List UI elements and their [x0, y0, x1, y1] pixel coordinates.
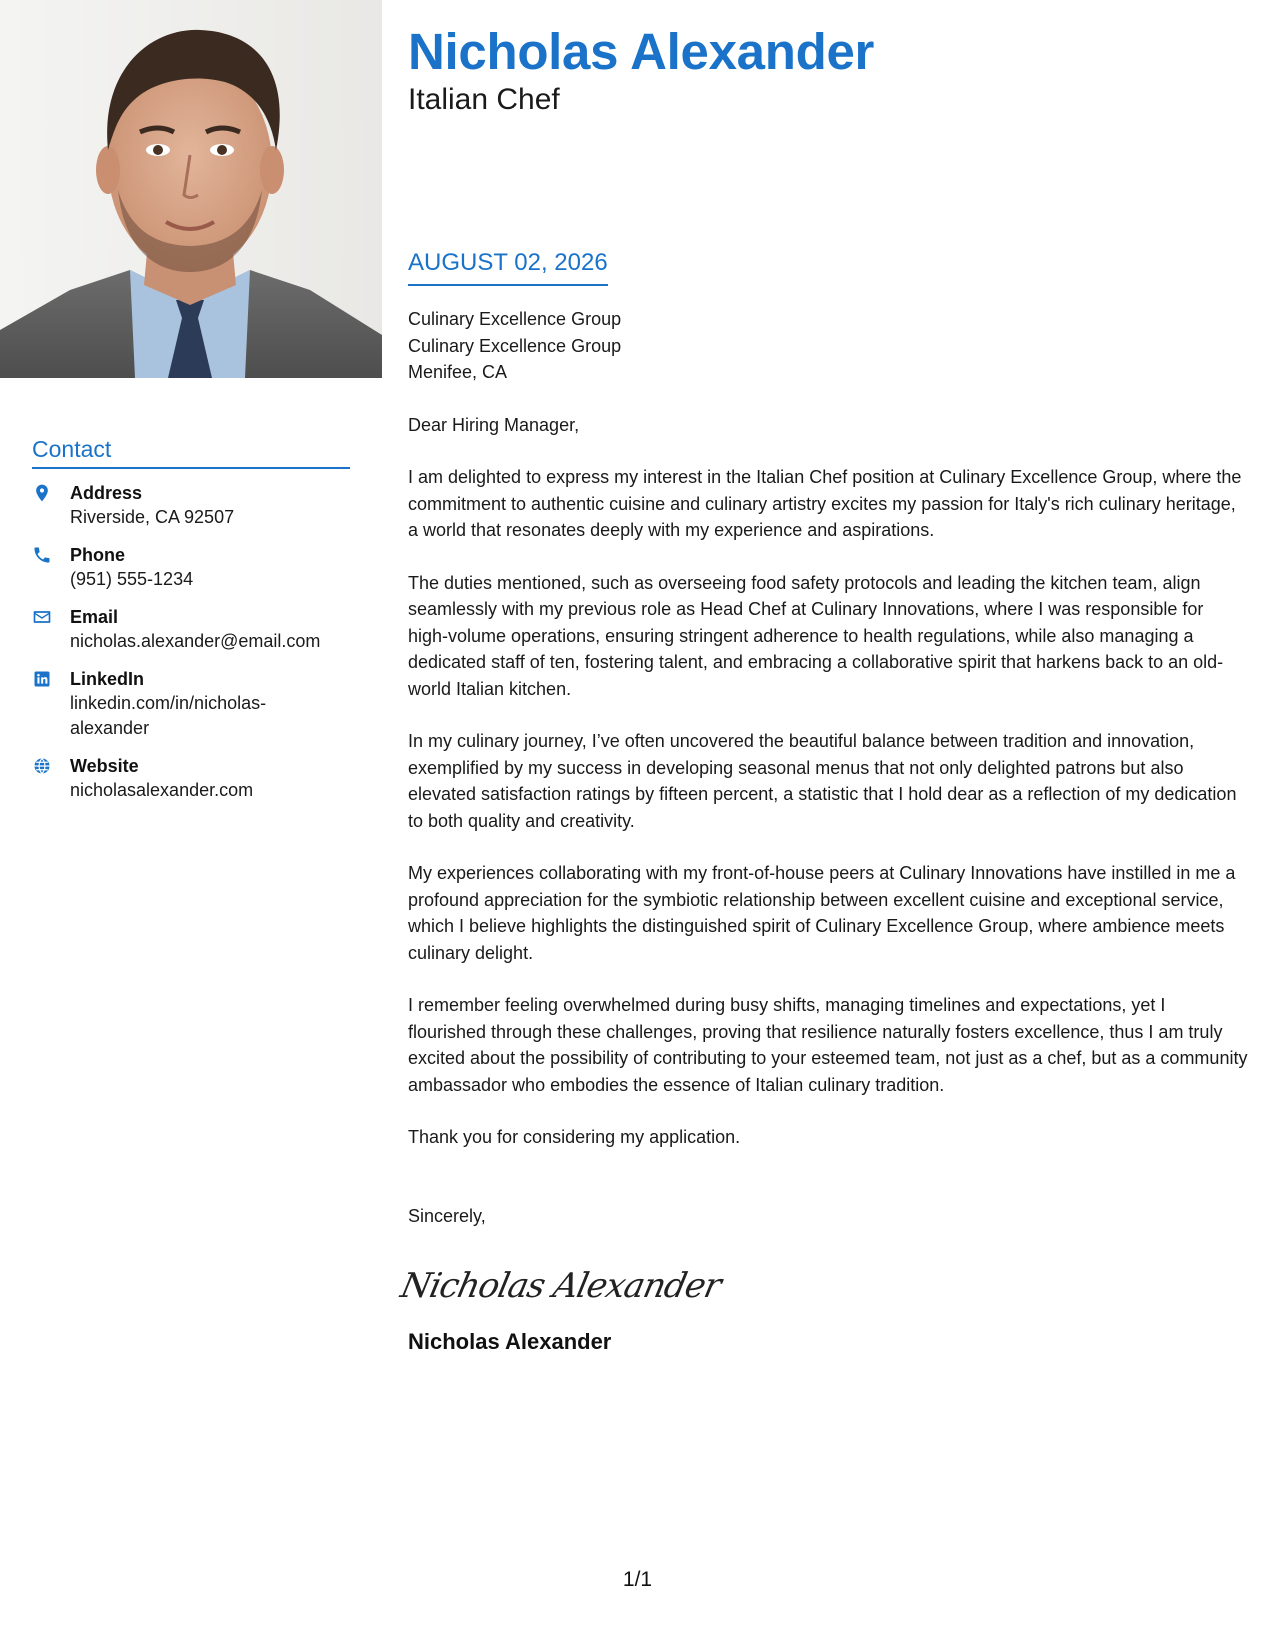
contact-label: Website	[70, 756, 139, 776]
location-pin-icon	[32, 481, 70, 503]
candidate-name: Nicholas Alexander	[408, 23, 875, 80]
contact-label: Address	[70, 483, 143, 503]
envelope-icon	[32, 605, 70, 627]
page-number: 1/1	[622, 1568, 653, 1591]
recipient-line: Menifee, CA	[408, 362, 508, 382]
linkedin-icon	[32, 667, 70, 689]
contact-label: LinkedIn	[70, 669, 145, 689]
closing: Sincerely,	[408, 1205, 486, 1226]
linkedin-value[interactable]: linkedin.com/in/nicholas-alexander	[70, 693, 267, 738]
globe-icon	[32, 754, 70, 776]
contact-label: Email	[70, 607, 119, 627]
email-value[interactable]: nicholas.alexander@email.com	[70, 631, 321, 651]
recipient-line: Culinary Excellence Group	[408, 335, 622, 356]
job-title: Italian Chef	[408, 83, 560, 116]
recipient-line: Culinary Excellence Group	[408, 309, 622, 329]
salutation: Dear Hiring Manager,	[408, 414, 580, 435]
letter-paragraph: The duties mentioned, such as overseeing food safety protocols and leading the kitchen team, align seamlessly with my previous role as Head Chef at Culinary Innovations, where I was responsible for high-volume operations, ensuring stringent adherence to health regulations, while also managing a dedicated staff of ten, fostering talent, and embracing a collaborative spirit that harkens back to an old-world Italian kitchen.	[408, 572, 1224, 699]
letter-paragraph: I remember feeling overwhelmed during busy shifts, managing timelines and expectations, yet I flourished through these challenges, proving that resilience naturally fosters excellence, thus I am truly excited about the possibility of contributing to your esteemed team, not just as a chef, but as a community ambassador who embodies the essence of Italian culinary tradition.	[408, 995, 1248, 1095]
contact-item-linkedin	[32, 667, 350, 741]
contact-item-address	[32, 481, 350, 530]
letter-paragraph: In my culinary journey, I’ve often uncovered the beautiful balance between tradition and innovation, exemplified by my success in developing seasonal menus that not only delighted patrons but also elevated satisfaction ratings by fifteen percent, a statistic that I hold dear as a reflection of my dedication to both quality and creativity.	[408, 731, 1237, 831]
signature-text: Nicholas Alexander	[397, 1266, 724, 1306]
contact-item-website	[32, 754, 350, 803]
letter-body	[397, 306, 1248, 1356]
letter-paragraph: Thank you for considering my application.	[408, 1127, 741, 1147]
header	[408, 22, 1248, 118]
handwritten-signature	[397, 1255, 1248, 1315]
website-value[interactable]: nicholasalexander.com	[70, 780, 254, 800]
contact-item-phone	[32, 543, 350, 592]
contact-item-email	[32, 605, 350, 654]
letter-date: AUGUST 02, 2026	[408, 248, 608, 286]
contact-heading: Contact	[32, 436, 350, 469]
letter-paragraph: I am delighted to express my interest in the Italian Chef position at Culinary Excellence Group, where the commitment to authentic cuisine and culinary artistry excites my passion for Italy's rich culinary heritage, a world that resonates deeply with my experience and aspirations.	[408, 467, 1242, 540]
signature-image	[397, 1255, 724, 1315]
phone-value[interactable]: (951) 555-1234	[70, 569, 194, 589]
recipient-block	[408, 306, 1248, 386]
profile-photo	[0, 0, 382, 378]
portrait-image	[0, 0, 382, 378]
contact-label: Phone	[70, 545, 126, 565]
signer-name: Nicholas Alexander	[408, 1329, 612, 1354]
letter-paragraph: My experiences collaborating with my front-of-house peers at Culinary Innovations have instilled in me a profound appreciation for the symbiotic relationship between excellent cuisine and exceptional service, which I believe highlights the distinguished spirit of Culinary Excellence Group, where ambience meets culinary delight.	[408, 863, 1236, 963]
address-value: Riverside, CA 92507	[70, 507, 235, 527]
phone-icon	[32, 543, 70, 565]
contact-section	[32, 436, 350, 816]
